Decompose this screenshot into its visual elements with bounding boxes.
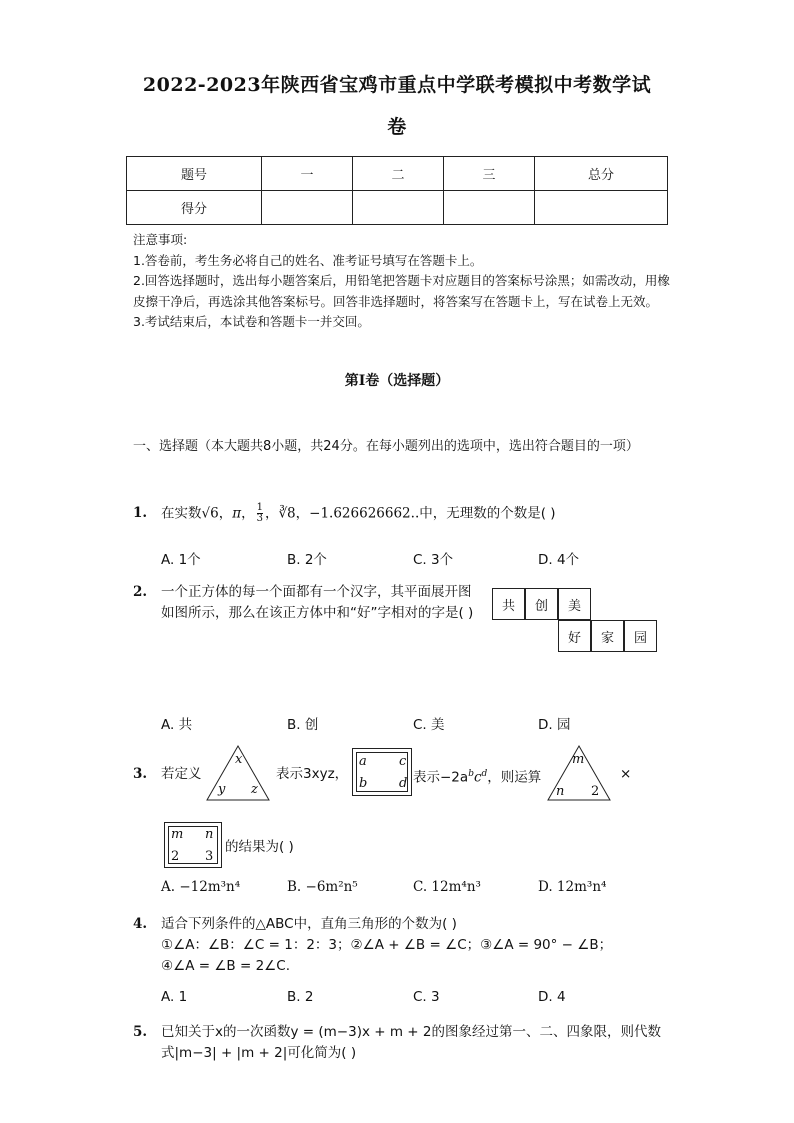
exam-title-line2: 卷 xyxy=(387,116,407,138)
question-text: 适合下列条件的△ABC中，直角三角形的个数为( ) xyxy=(161,916,457,932)
notice-block xyxy=(133,230,673,333)
q3-mid2-text: 表示−2a xyxy=(413,769,469,786)
score-table-header-row xyxy=(127,157,668,191)
q1-pi: π xyxy=(232,505,242,522)
q1-sqrt6: √6 xyxy=(201,505,219,522)
triangle-label: z xyxy=(251,782,258,797)
box-label: d xyxy=(399,776,408,791)
net-cell: 园 xyxy=(624,620,657,652)
score-header-cell: 二 xyxy=(353,157,444,191)
q1-sep: ， xyxy=(295,505,310,522)
option-d[interactable]: D. 12m³n⁴ xyxy=(538,879,607,895)
score-table xyxy=(126,156,668,225)
option-d[interactable]: D. 4 xyxy=(538,989,566,1005)
score-table-score-row xyxy=(127,191,668,225)
option-a[interactable]: A. 1个 xyxy=(161,552,201,568)
option-a[interactable]: A. 1 xyxy=(161,989,188,1005)
question-text: ①∠A：∠B：∠C = 1：2：3；②∠A + ∠B = ∠C；③∠A = 90° − ∠B； xyxy=(161,937,613,953)
box-label: a xyxy=(359,754,367,769)
box-label: c xyxy=(399,754,407,769)
q1-number: −1.626626662.. xyxy=(309,505,420,522)
box-figure-1 xyxy=(352,748,412,796)
q1-sep: ， xyxy=(264,505,279,522)
net-cell: 创 xyxy=(525,588,558,620)
q3-var: c xyxy=(473,769,482,786)
score-row-label: 得分 xyxy=(127,191,262,225)
option-c[interactable]: C. 12m⁴n³ xyxy=(413,879,481,895)
score-cell xyxy=(262,191,353,225)
notice-item: 3.考试结束后，本试卷和答题卡一并交回。 xyxy=(133,314,370,329)
question-number: 4. xyxy=(133,916,148,932)
question-text: ④∠A = ∠B = 2∠C. xyxy=(161,958,291,974)
q3-post: 的结果为( ) xyxy=(225,839,294,855)
question-text: 式|m−3| + |m + 2|可化简为( ) xyxy=(161,1045,357,1061)
option-b[interactable]: B. −6m²n⁵ xyxy=(287,879,358,895)
option-d[interactable]: D. 园 xyxy=(538,717,571,733)
option-a[interactable]: A. −12m³n⁴ xyxy=(161,879,241,895)
score-header-cell: 三 xyxy=(444,157,535,191)
q1-post: 中，无理数的个数是( ) xyxy=(419,505,556,522)
section-title: 第I卷（选择题） xyxy=(344,373,450,389)
option-a[interactable]: A. 共 xyxy=(161,717,193,733)
q3-sup: b xyxy=(468,769,474,779)
notice-item: 2.回答选择题时，选出每小题答案后，用铅笔把答题卡对应题目的答案标号涂黑；如需改动，用橡皮擦干净后，再选涂其他答案标号。回答非选择题时，将答案写在答题卡上，写在试卷上无效。 xyxy=(133,273,670,309)
question-number: 2. xyxy=(133,584,148,600)
q3-mid1: 表示3xyz， xyxy=(276,766,349,782)
option-b[interactable]: B. 2个 xyxy=(287,552,327,568)
box-label: m xyxy=(171,827,184,842)
option-c[interactable]: C. 美 xyxy=(413,717,445,733)
score-cell xyxy=(535,191,668,225)
q3-mid2-end: ，则运算 xyxy=(487,769,542,786)
q3-times: × xyxy=(620,766,632,782)
option-d[interactable]: D. 4个 xyxy=(538,552,580,568)
question-text xyxy=(161,503,671,525)
q3-pre: 若定义 xyxy=(161,766,202,782)
box-label: 2 xyxy=(171,849,180,864)
cube-net-figure xyxy=(490,588,660,654)
triangle-label: n xyxy=(556,784,565,799)
score-header-cell: 一 xyxy=(262,157,353,191)
question-text: 一个正方体的每一个面都有一个汉字，其平面展开图如图所示，那么在该正方体中和“好”字相对的字是( ) xyxy=(161,584,474,621)
question-number: 5. xyxy=(133,1024,148,1040)
q3-mid2 xyxy=(413,764,541,789)
q3-sup: d xyxy=(481,769,488,779)
q1-sep: ， xyxy=(218,505,233,522)
box-label: n xyxy=(205,827,214,842)
q1-cbrt8: ∛8 xyxy=(278,505,296,522)
q1-frac-den: 3 xyxy=(256,513,263,524)
notice-heading: 注意事项: xyxy=(133,232,188,247)
option-b[interactable]: B. 2 xyxy=(287,989,314,1005)
score-header-cell: 题号 xyxy=(127,157,262,191)
part-one-instructions: 一、选择题（本大题共8小题，共24分。在每小题列出的选项中，选出符合题目的一项） xyxy=(133,439,639,454)
notice-item: 1.答卷前，考生务必将自己的姓名、准考证号填写在答题卡上。 xyxy=(133,252,483,268)
box-label: 3 xyxy=(205,849,214,864)
triangle-label: y xyxy=(218,782,226,797)
score-cell xyxy=(444,191,535,225)
score-cell xyxy=(353,191,444,225)
triangle-label: x xyxy=(235,752,243,767)
box-label: b xyxy=(359,776,368,791)
net-cell: 共 xyxy=(492,588,525,620)
net-cell: 美 xyxy=(558,588,591,620)
score-header-cell: 总分 xyxy=(535,157,668,191)
question-text: 已知关于x的一次函数y = (m−3)x + m + 2的图象经过第一、二、四象限，则代数 xyxy=(161,1024,661,1040)
triangle-label: m xyxy=(572,752,585,767)
question-number: 3. xyxy=(133,766,148,782)
triangle-label: 2 xyxy=(591,784,600,799)
q1-pre: 在实数 xyxy=(161,505,202,522)
q1-frac-num: 1 xyxy=(256,502,263,513)
q1-sep: ， xyxy=(241,505,255,522)
question-number: 1. xyxy=(133,505,148,521)
box-figure-2 xyxy=(164,822,222,868)
option-c[interactable]: C. 3 xyxy=(413,989,440,1005)
q1-fraction xyxy=(257,503,263,524)
net-cell: 家 xyxy=(591,620,624,652)
option-b[interactable]: B. 创 xyxy=(287,717,319,733)
option-c[interactable]: C. 3个 xyxy=(413,552,454,568)
net-cell: 好 xyxy=(558,620,591,652)
exam-title-line1: 2022-2023年陕西省宝鸡市重点中学联考模拟中考数学试 xyxy=(142,74,652,96)
